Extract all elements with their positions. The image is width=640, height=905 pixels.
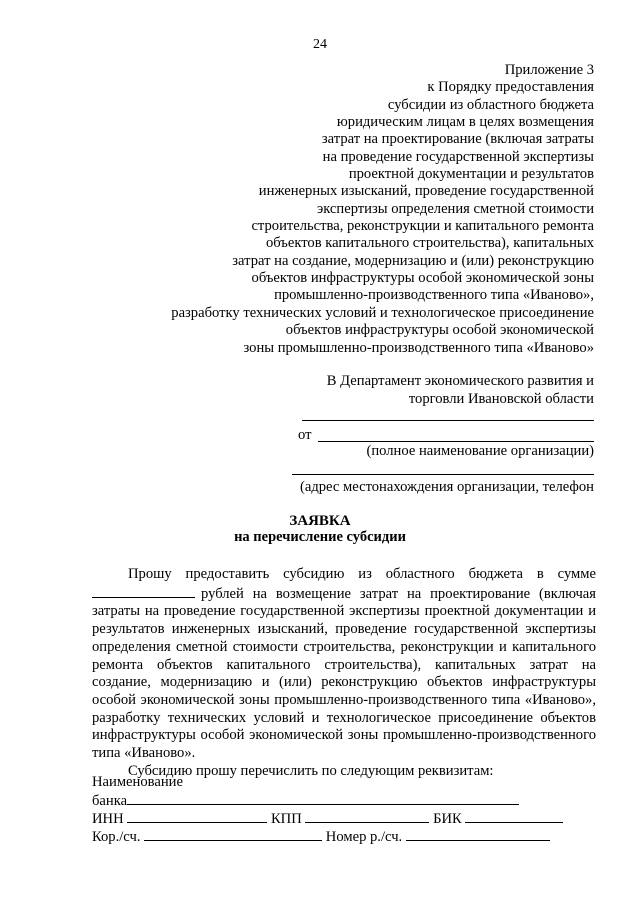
request-body	[92, 566, 596, 780]
appendix-line: строительства, реконструкции и капитального ремонта	[251, 218, 594, 235]
addressee-block	[264, 373, 594, 408]
appendix-line: на проведение государственной экспертизы	[322, 148, 594, 165]
appendix-line: объектов инфраструктуры особой экономической зоны	[251, 270, 594, 287]
appendix-line: объектов инфраструктуры особой экономической	[285, 322, 594, 339]
request-paragraph-rest: рублей на возмещение затрат на проектирование (включая затраты на проведение государственной экспертизы проектной документации и результатов инженерных изысканий, проведение государственной экспертизы определения сметной стоимости строительства, реконструкции и капитального ремонта объектов капитального строительства), капитальных затрат на создание, модернизацию и (или) реконструкцию объектов инфраструктуры особой экономической зоны промышленно-производственного типа «Иваново», разработку технических условий и технологическое присоединение объектов инфраструктуры особой экономической зоны промышленно-производственного типа «Иваново».	[92, 585, 596, 762]
appendix-line: промышленно-производственного типа «Иваново»,	[274, 287, 594, 304]
document-title: ЗАЯВКА	[289, 513, 351, 529]
bik-label: БИК	[433, 811, 462, 827]
appendix-header	[74, 62, 594, 357]
appendix-line: разработку технических условий и технологическое присоединение	[171, 304, 594, 321]
accounts-row	[92, 827, 612, 846]
bank-row	[92, 791, 612, 810]
appendix-line: экспертизы определения сметной стоимости	[316, 200, 594, 217]
appendix-line: затрат на создание, модернизацию и (или) реконструкцию	[232, 252, 594, 269]
amount-field-line[interactable]	[92, 584, 195, 598]
document-subtitle: на перечисление субсидии	[234, 529, 406, 545]
org-name-hint: (полное наименование организации)	[366, 443, 594, 459]
bank-name-label-1: Наименование	[92, 774, 183, 790]
inn-kpp-bik-row	[92, 809, 612, 828]
settlement-account-label: Номер р./сч.	[325, 829, 403, 845]
addressee-line-1: В Департамент экономического развития и	[326, 373, 594, 389]
appendix-line: к Порядку предоставления	[427, 79, 594, 96]
request-paragraph-start: Прошу предоставить субсидию из областного бюджета в сумме	[128, 566, 596, 582]
kpp-field[interactable]	[305, 809, 429, 823]
bank-name-label-2: банка	[92, 793, 128, 809]
appendix-line: зоны промышленно-производственного типа «Иваново»	[243, 339, 594, 356]
from-label: от	[298, 427, 312, 443]
kor-account-field[interactable]	[144, 827, 322, 841]
appendix-line: объектов капитального строительства), капитальных	[265, 235, 594, 252]
appendix-line: субсидии из областного бюджета	[387, 96, 594, 113]
kor-account-label: Кор./сч.	[92, 829, 141, 845]
appendix-line: Приложение 3	[504, 62, 594, 78]
kpp-label: КПП	[270, 811, 302, 827]
appendix-line: инженерных изысканий, проведение государственной	[258, 183, 594, 200]
appendix-line: проектной документации и результатов	[348, 166, 594, 183]
appendix-line: юридическим лицам в целях возмещения	[336, 114, 594, 131]
addressee-blank-line[interactable]	[302, 420, 594, 421]
address-field-line[interactable]	[292, 474, 594, 475]
page-number: 24	[313, 37, 327, 52]
bank-name-field[interactable]	[127, 791, 519, 805]
address-hint: (адрес местонахождения организации, телефон	[300, 479, 594, 495]
from-field-line[interactable]	[318, 441, 594, 442]
inn-label: ИНН	[92, 811, 124, 827]
addressee-line-2: торговли Ивановской области	[408, 390, 594, 407]
appendix-line: затрат на проектирование (включая затраты	[321, 131, 594, 148]
requisites-intro: Субсидию прошу перечислить по следующим реквизитам:	[128, 762, 494, 779]
inn-field[interactable]	[127, 809, 267, 823]
settlement-account-field[interactable]	[406, 827, 550, 841]
request-paragraph	[92, 584, 596, 763]
bik-field[interactable]	[465, 809, 563, 823]
